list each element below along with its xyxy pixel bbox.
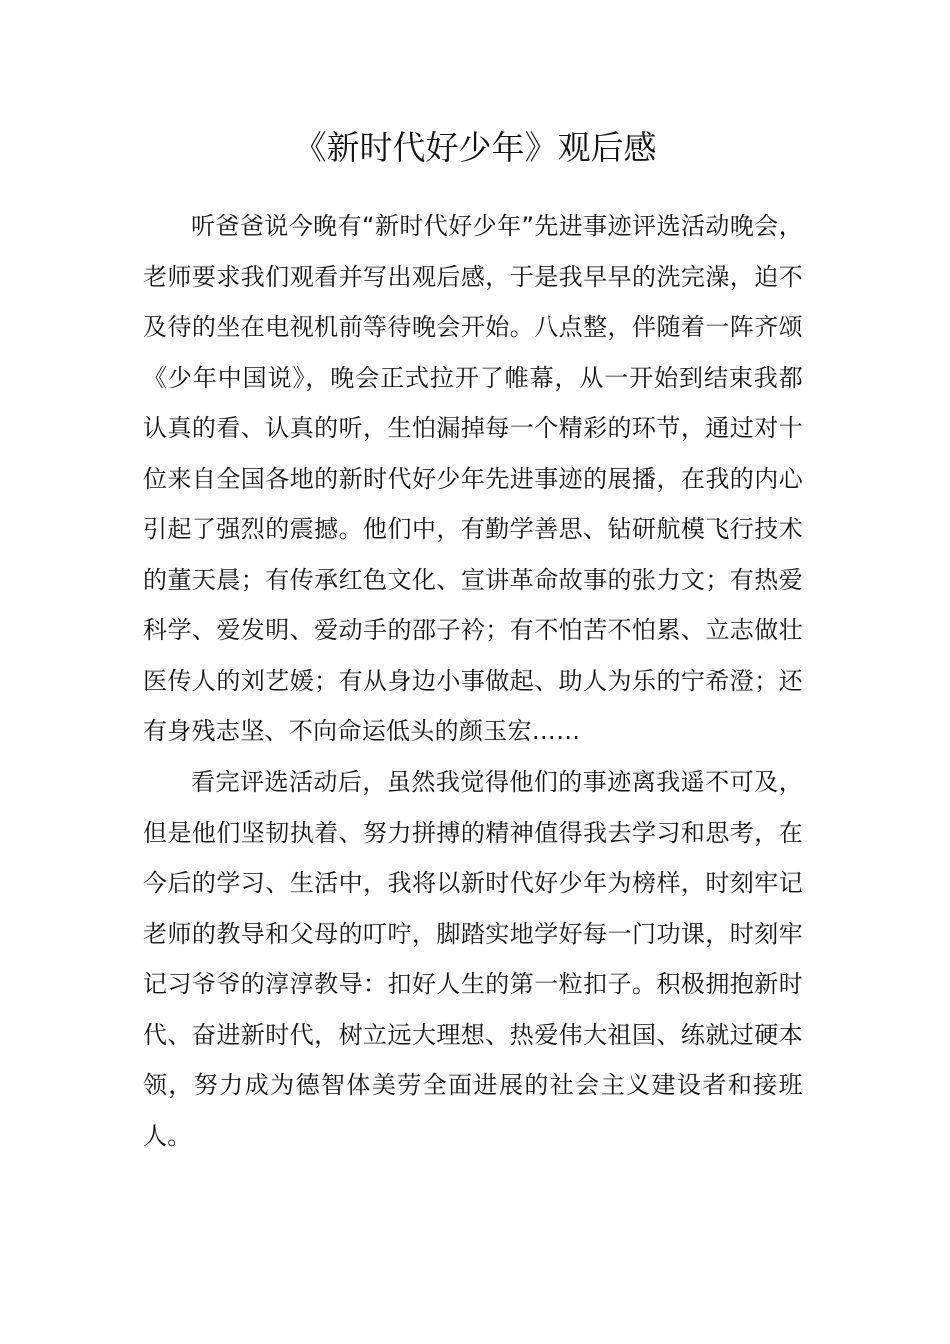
document-title: 《新时代好少年》观后感 — [293, 128, 657, 167]
paragraph-2: 看完评选活动后，虽然我觉得他们的事迹离我遥不可及，但是他们坚韧执着、努力拼搏的精神值得我去学习和思考，在今后的学习、生活中，我将以新时代好少年为榜样，时刻牢记老师的教导和父母的叮咛，脚踏实地学好每一门功课，时刻牢记习爷爷的淳淳教导：扣好人生的第一粒扣子。积极拥抱新时代、奋进新时代，树立远大理想、热爱伟大祖国、练就过硬本领，努力成为德智体美劳全面进展的社会主义建设者和接班人。 — [143, 768, 803, 1150]
paragraph-1: 听爸爸说今晚有“新时代好少年”先进事迹评选活动晚会，老师要求我们观看并写出观后感，于是我早早的洗完澡，迫不及待的坐在电视机前等待晚会开始。八点整，伴随着一阵齐颂《少年中国说》，晚会正式拉开了帷幕，从一开始到结束我都认真的看、认真的听，生怕漏掉每一个精彩的环节，通过对十位来自全国各地的新时代好少年先进事迹的展播，在我的内心引起了强烈的震撼。他们中，有勤学善思、钻研航模飞行技术的董天晨；有传承红色文化、宣讲革命故事的张力文；有热爱科学、爱发明、爱动手的邵子衿；有不怕苦不怕累、立志做壮医传人的刘艺媛；有从身边小事做起、助人为乐的宁希澄；还有身残志坚、不向命运低头的颜玉宏…… — [143, 212, 803, 745]
